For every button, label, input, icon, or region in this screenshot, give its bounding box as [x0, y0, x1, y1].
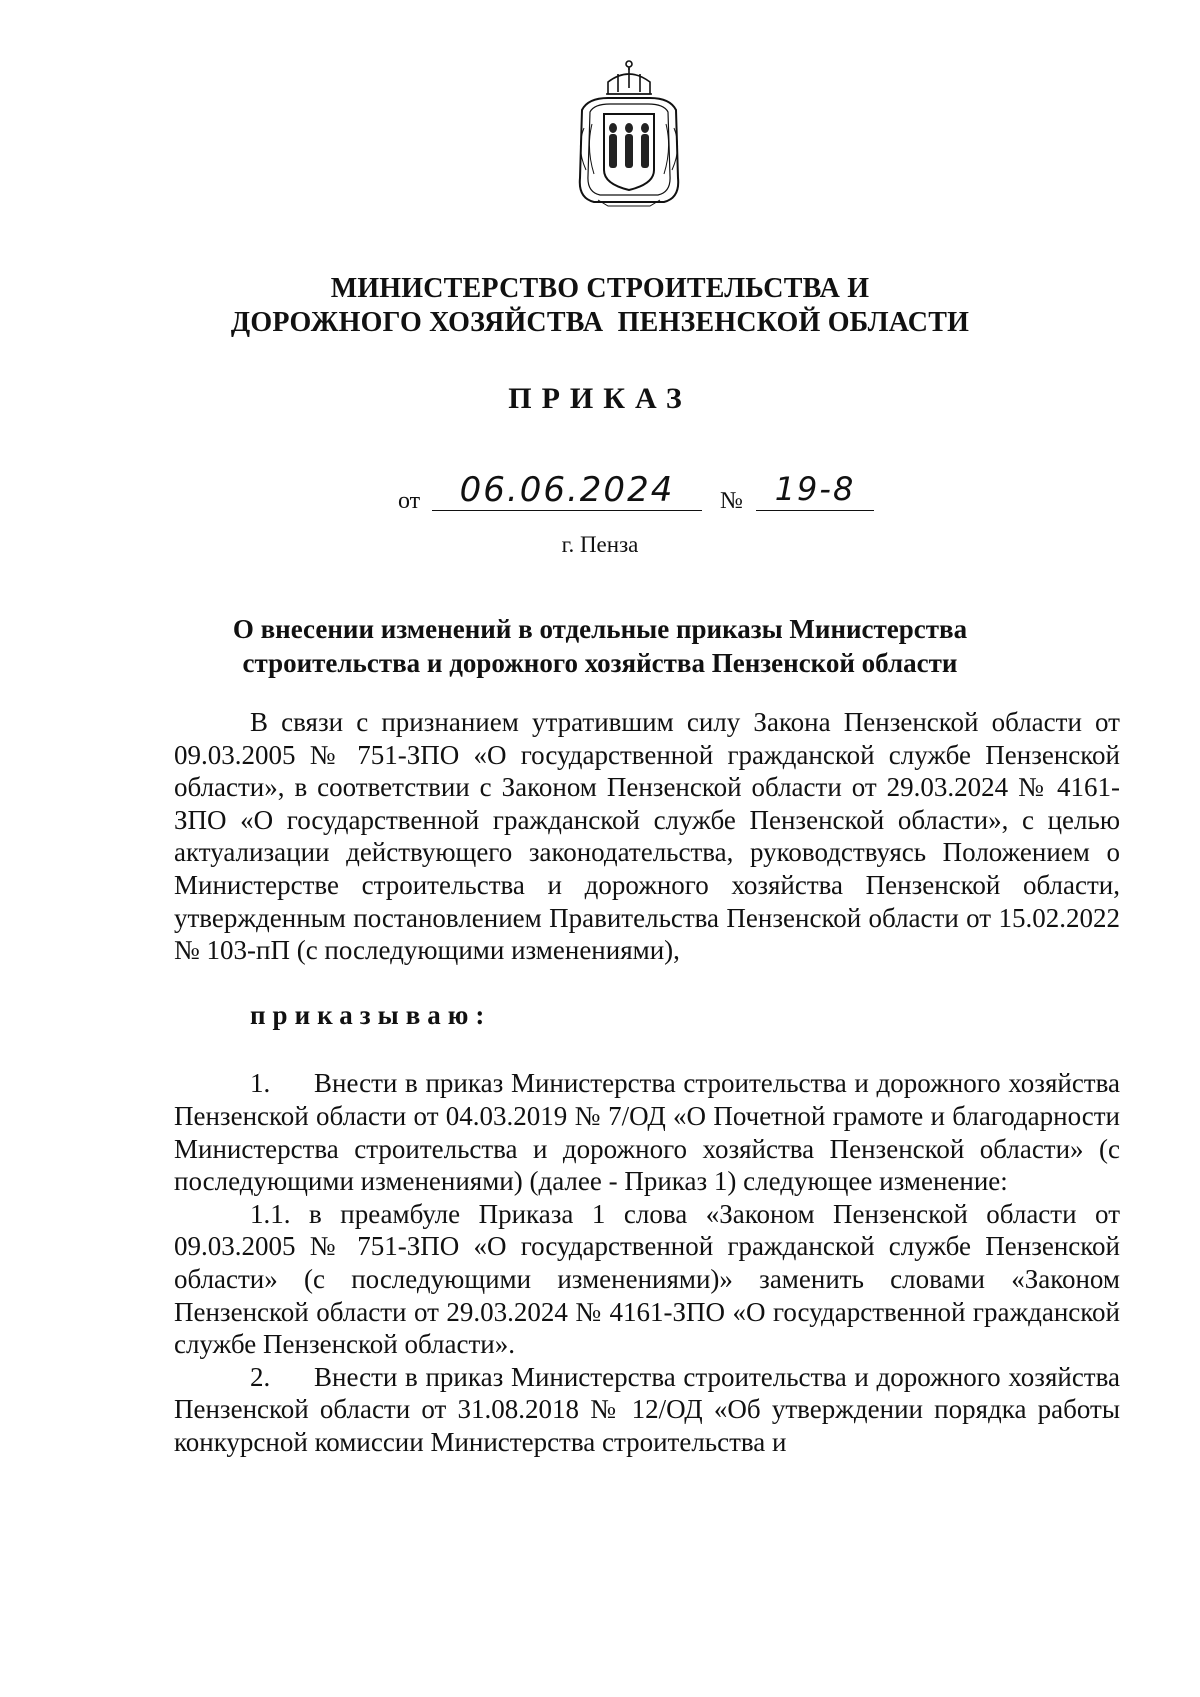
- item-1-number: 1.: [250, 1068, 271, 1099]
- subject-line2: строительства и дорожного хозяйства Пензенской области: [242, 648, 958, 678]
- item-1-paragraph: [174, 1067, 1120, 1197]
- subject-line1: О внесении изменений в отдельные приказы Министерства: [232, 614, 968, 644]
- coat-of-arms-emblem: [568, 58, 690, 208]
- organization-title: [0, 272, 1200, 340]
- item-1-text: Внести в приказ Министерства строительства и дорожного хозяйства Пензенской области от 04.03.2019 № 7/ОД «О Почетной грамоте и благодарности Министерства строительства и дорожного хозяйства Пензенской области» (с последующими изменениями) (далее - Приказ 1) следующее изменение:: [174, 1068, 1120, 1197]
- item-2-number: 2.: [250, 1361, 271, 1392]
- decree-word: приказываю:: [250, 999, 492, 1030]
- item-1-1-paragraph: 1.1. в преамбуле Приказа 1 слова «Законом Пензенской области от 09.03.2005 № 751-ЗПО «О государственной гражданской службе Пензенской области» (с последующими изменениями)» заменить словами «Законом Пензенской области от 29.03.2024 № 4161-ЗПО «О государственной гражданской службе Пензенской области».: [174, 1198, 1120, 1360]
- organization-title-line2: ДОРОЖНОГО ХОЗЯЙСТВА ПЕНЗЕНСКОЙ ОБЛАСТИ: [230, 307, 970, 338]
- item-2-text: Внести в приказ Министерства строительства и дорожного хозяйства Пензенской области от 31.08.2018 № 12/ОД «Об утверждении порядка работы конкурсной комиссии Министерства строительства и: [174, 1361, 1120, 1457]
- number-value: 19-8: [756, 470, 874, 511]
- date-value: 06.06.2024: [432, 470, 702, 511]
- document-type-title: ПРИКАЗ: [508, 382, 692, 415]
- city-label: г. Пенза: [561, 532, 639, 557]
- date-label: от: [398, 488, 421, 514]
- document-subject: [0, 612, 1200, 680]
- number-label: №: [720, 488, 743, 514]
- document-body: [174, 706, 1120, 1458]
- item-2-paragraph: [174, 1361, 1120, 1459]
- date-number-line: [398, 470, 898, 516]
- organization-title-line1: МИНИСТЕРСТВО СТРОИТЕЛЬСТВА И: [330, 273, 870, 304]
- preamble-paragraph: В связи с признанием утратившим силу Закона Пензенской области от 09.03.2005 № 751-ЗПО «О государственной гражданской службе Пензенской области», в соответствии с Законом Пензенской области от 29.03.2024 № 4161-ЗПО «О государственной гражданской службе Пензенской области», с целью актуализации действующего законодательства, руководствуясь Положением о Министерстве строительства и дорожного хозяйства Пензенской области, утвержденным постановлением Правительства Пензенской области от 15.02.2022 № 103-пП (с последующими изменениями),: [174, 707, 1120, 966]
